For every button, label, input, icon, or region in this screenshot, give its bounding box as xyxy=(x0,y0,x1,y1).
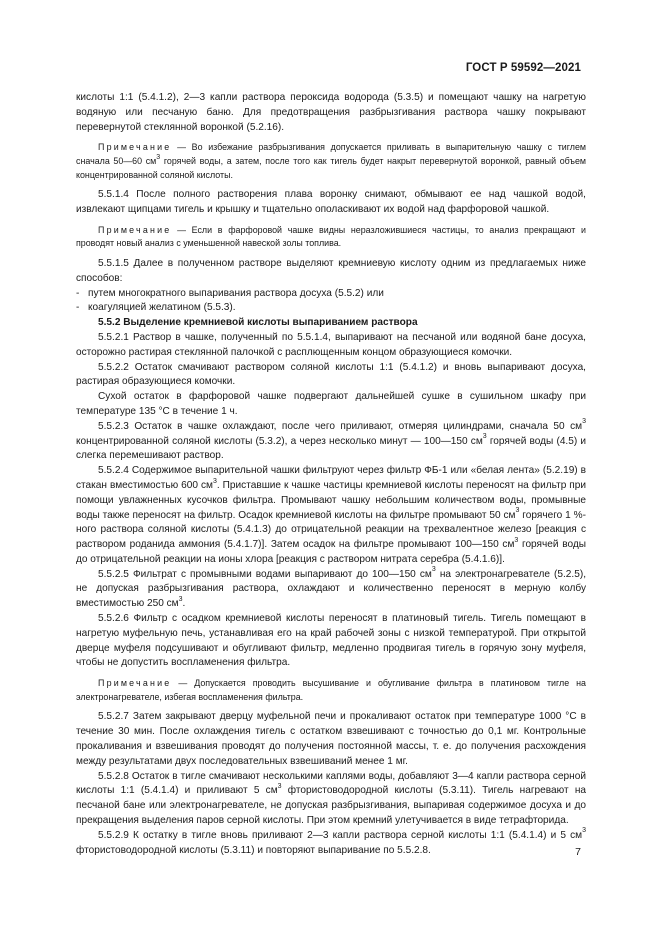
list-item: - путем многократного выпаривания раствора досуха (5.5.2) или xyxy=(76,287,384,299)
paragraph-5-5-2-1: 5.5.2.1 Раствор в чашке, полученный по 5.5.1.4, выпаривают на песчаной или водяной бане досуха, осторожно растирая стеклянной палочкой с расплющенным концом образующиеся комочки. xyxy=(76,331,586,358)
paragraph-5-5-2-4: 5.5.2.4 Содержимое выпарительной чашки фильтруют через фильтр ФБ-1 или «белая лента» (5.2.19) в стакан вместимостью 600 $см^3$. Приставшие к чашке частицы кремниевой кислоты переносят на фильтр при помощи увлажненных кусочков фильтра. Промывают чашку небольшим количеством воды, промывные воды также переносят на фильтр. Осадок кремниевой кислоты на фильтре промывают 50 $см^3$ горячего 1 %-ного раствора соляной кислоты (5.4.1.3) до отрицательной реакции на трехвалентное железо [реакция с раствором роданида аммония (5.4.1.7)]. Затем осадок на фильтре промывают 100—150 $см^3$ горячей воды до отрицательной реакции на ионы хлора [реакция с раствором нитрата серебра (5.4.1.6)]. xyxy=(76,465,587,565)
paragraph-5-5-1-4: 5.5.1.4 После полного растворения плава воронку снимают, обмывают ее над чашкой водой, извлекают щипцами тигель и крышку и тщательно ополаскивают их водой над фарфоровой чашкой. xyxy=(76,189,586,215)
section-heading-5-5-2: 5.5.2 Выделение кремниевой кислоты выпариванием раствора xyxy=(98,317,418,329)
list-item: - коагуляцией желатином (5.5.3). xyxy=(76,302,236,314)
note-1: Примечание — Во избежание разбрызгивания допускается приливать в выпарительную чашку с тиглем сначала 50—60 $см^3$ горячей воды, а затем, после того как тигель будет накрыт перевернутой воронкой, равный объем концентрированной соляной кислоты. xyxy=(76,142,587,180)
page-number: 7 xyxy=(575,846,581,858)
standard-header: ГОСТ Р 59592—2021 xyxy=(465,62,581,74)
document-body xyxy=(76,91,586,858)
paragraph-5-5-1-5: 5.5.1.5 Далее в полученном растворе выделяют кремниевую кислоту одним из предлагаемых ниже способов: xyxy=(76,257,586,284)
note-3: Примечание — Допускается проводить высушивание и обугливание фильтра в платиновом тигле на электронагревателе, избегая воспламенения фильтра. xyxy=(76,678,586,702)
paragraph-5-5-2-3: 5.5.2.3 Остаток в чашке охлаждают, после чего приливают, отмеряя цилиндрами, сначала 50 $см^3$ концентрированной соляной кислоты (5.3.2), а через несколько минут — 100—150 $см^3$ горячей воды (4.5) и слегка перемешивают раствор. xyxy=(76,418,586,462)
paragraph-5-5-2-6: 5.5.2.6 Фильтр с осадком кремниевой кислоты переносят в платиновый тигель. Тигель помещают в нагретую муфельную печь, устанавливая его на край рабочей зоны с низкой температурой. При открытой дверце муфеля подсушивают и обугливают фильтр, медленно продвигая тигель в горячую зону муфеля, чтобы не допустить воспламенения фильтра. xyxy=(76,613,586,669)
paragraph-dry-residue: Сухой остаток в фарфоровой чашке подвергают дальнейшей сушке в сушильном шкафу при температуре 135 °С в течение 1 ч. xyxy=(76,391,586,417)
paragraph-5-5-2-5: 5.5.2.5 Фильтрат с промывными водами выпаривают до 100—150 $см^3$ на электронагревателе (5.2.5), не допуская разбрызгивания раствора, охлаждают и количественно переносят в мерную колбу вместимостью 250 $см^3$. xyxy=(76,566,586,610)
paragraph-5-5-2-2: 5.5.2.2 Остаток смачивают раствором соляной кислоты 1:1 (5.4.1.2) и вновь выпаривают досуха, растирая образующиеся комочки. xyxy=(76,361,586,388)
paragraph-5-5-2-7: 5.5.2.7 Затем закрывают дверцу муфельной печи и прокаливают остаток при температуре 1000 °С в течение 30 мин. После охлаждения тигель с остатком взвешивают с точностью до 0,1 мг. Контрольные прокаливания и взвешивания проводят до получения постоянной массы, т. е. до получения расхождения между результатами двух последовательных взвешиваний менее 1 мг. xyxy=(76,711,586,767)
paragraph-5-5-2-8: 5.5.2.8 Остаток в тигле смачивают несколькими каплями воды, добавляют 3—4 капли раствора серной кислоты 1:1 (5.4.1.4) и приливают 5 $см^3$ фтористоводородной кислоты (5.3.11). Тигель нагревают на песчаной бане или электронагревателе, не допуская разбрызгивания, выпаривая содержимое досуха и до прекращения выделения паров серной кислоты. При этом кремний улетучивается в виде тетрафторида. xyxy=(76,770,587,827)
paragraph-continuation: кислоты 1:1 (5.4.1.2), 2—3 капли раствора пероксида водорода (5.3.5) и помещают чашку на нагретую водяную или песчаную баню. Для предотвращения разбрызгивания раствора чашку покрывают перевернутой стеклянной воронкой (5.2.16). xyxy=(76,92,586,133)
paragraph-5-5-2-9: 5.5.2.9 К остатку в тигле вновь приливают 2—3 капли раствора серной кислоты 1:1 (5.4.1.4) и 5 $см^3$ фтористоводородной кислоты (5.3.11) и повторяют выпаривание по 5.5.2.8. xyxy=(76,827,586,856)
note-2: Примечание — Если в фарфоровой чашке видны неразложившиеся частицы, то анализ прекращают и проводят новый анализ с уменьшенной навеской золы топлива. xyxy=(76,224,586,249)
